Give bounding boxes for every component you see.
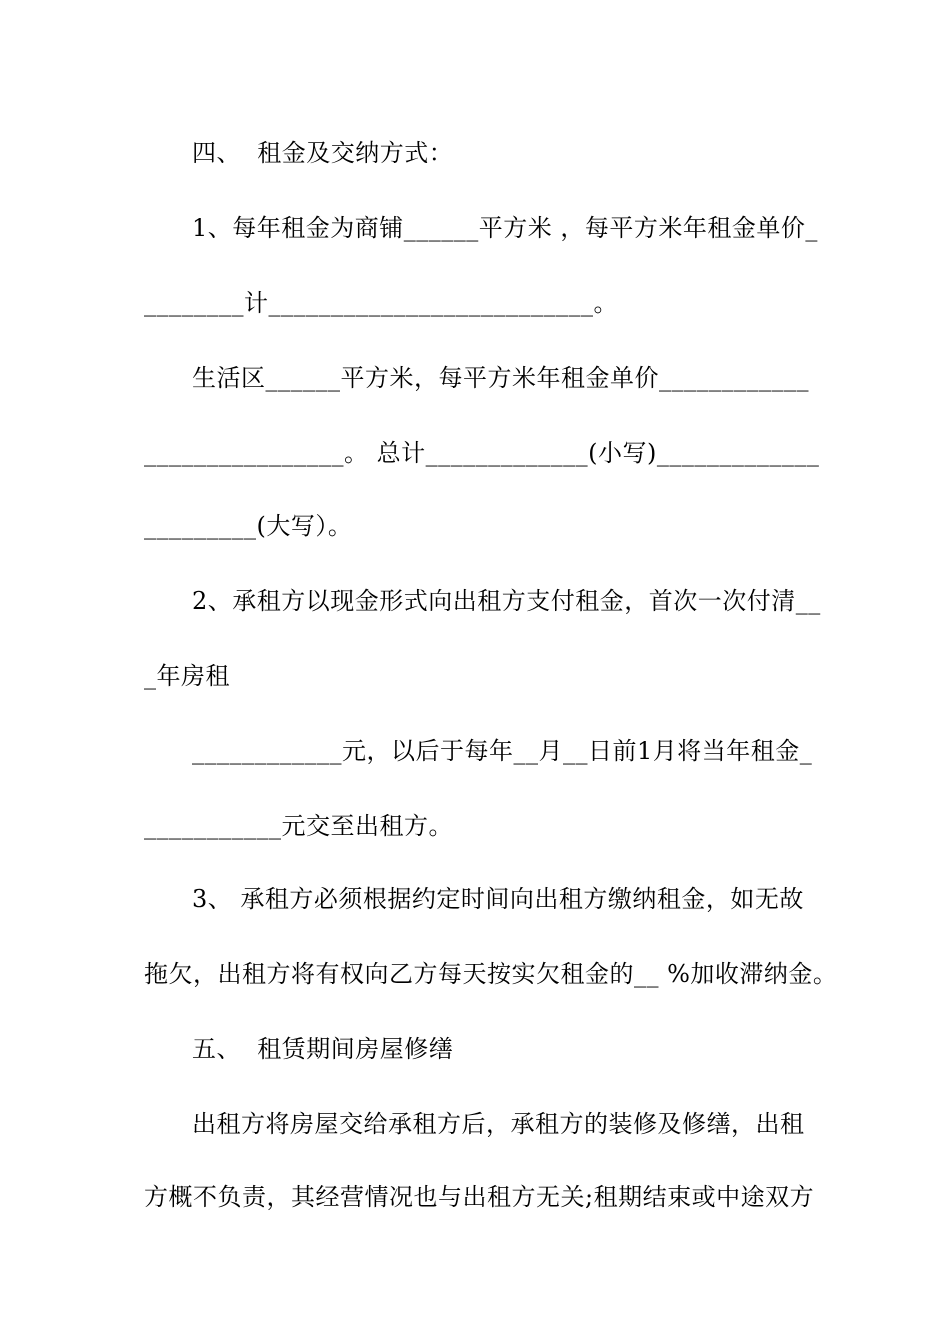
paragraph-line: 拖欠，出租方将有权向乙方每天按实欠租金的__ %加收滞纳金。 (144, 960, 838, 988)
section-heading: 五、 租赁期间房屋修缮 (192, 1035, 454, 1063)
paragraph-line: 1、每年租金为商铺______平方米 ，每平方米年租金单价_ (192, 214, 818, 242)
paragraph-line: _年房租 (144, 662, 230, 690)
paragraph-line: ________________。 总计_____________(小写)_____________ (144, 439, 820, 467)
paragraph-line: 方概不负责，其经营情况也与出租方无关;租期结束或中途双方 (144, 1183, 815, 1211)
paragraph-line: ________计__________________________。 (144, 289, 618, 317)
paragraph-line: 3、 承租方必须根据约定时间向出租方缴纳租金，如无故 (192, 885, 804, 913)
paragraph-line: 2、承租方以现金形式向出租方支付租金，首次一次付清__ (192, 587, 821, 615)
paragraph-line: 生活区______平方米，每平方米年租金单价____________ (192, 364, 809, 392)
paragraph-line: ___________元交至出租方。 (144, 812, 453, 840)
paragraph-line: 出租方将房屋交给承租方后，承租方的装修及修缮，出租 (192, 1110, 805, 1138)
section-heading: 四、 租金及交纳方式： (192, 139, 454, 167)
paragraph-line: ____________元，以后于每年__月__日前1月将当年租金_ (192, 737, 813, 765)
paragraph-line: _________(大写）。 (144, 512, 353, 540)
